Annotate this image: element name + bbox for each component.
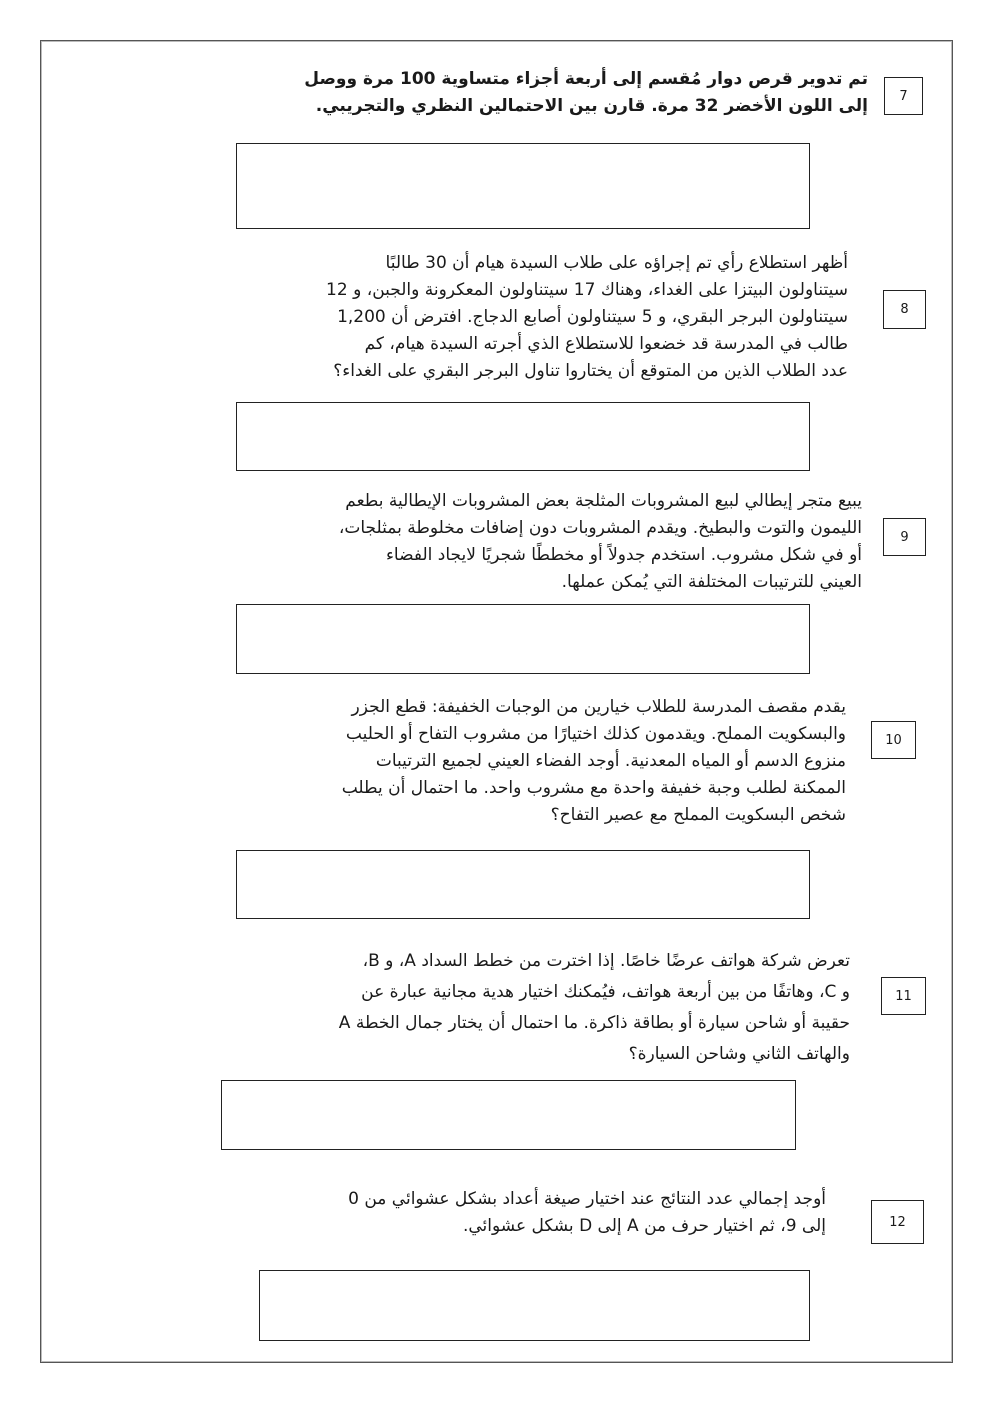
question-number-9: 9 (883, 518, 926, 556)
question-line: أوجد إجمالي عدد النتائج عند اختيار صيغة أعداد بشكل عشوائي من 0 (348, 1189, 826, 1209)
answer-box-8[interactable] (236, 402, 810, 471)
question-line: يقدم مقصف المدرسة للطلاب خيارين من الوجبات الخفيفة: قطع الجزر (351, 697, 846, 717)
question-line: سيتناولون البيتزا على الغداء، وهناك 17 سيتناولون المعكرونة والجبن، و 12 (326, 280, 848, 300)
question-line: و C، وهاتفًا من بين أربعة هواتف، فيُمكنك اختيار هدية مجانية عبارة عن (361, 982, 850, 1002)
question-line: شخص البسكويت المملح مع عصير التفاح؟ (550, 805, 846, 825)
question-line: إلى اللون الأخضر 32 مرة. قارن بين الاحتمالين النظري والتجريبي. (315, 96, 868, 116)
question-line: الممكنة لطلب وجبة خفيفة واحدة مع مشروب واحد. ما احتمال أن يطلب (341, 778, 846, 798)
question-line: والبسكويت المملح. ويقدمون كذلك اختيارًا من مشروب التفاح أو الحليب (345, 724, 846, 744)
question-line: تعرض شركة هواتف عرضًا خاصًا. إذا اخترت من خطط السداد A، و B، (362, 951, 850, 971)
question-line: حقيبة أو شاحن سيارة أو بطاقة ذاكرة. ما احتمال أن يختار جمال الخطة A (338, 1013, 850, 1033)
question-line: أو في شكل مشروب. استخدم جدولاً أو مخططًا شجريًا لايجاد الفضاء (385, 545, 862, 565)
question-number-12: 12 (871, 1200, 924, 1244)
answer-box-9[interactable] (236, 604, 810, 674)
question-line: والهاتف الثاني وشاحن السيارة؟ (628, 1044, 850, 1064)
question-line: سيتناولون البرجر البقري، و 5 سيتناولون أصابع الدجاج. افترض أن 1,200 (337, 307, 848, 327)
question-text-9 (339, 488, 862, 596)
question-line: أظهر استطلاع رأي تم إجراؤه على طلاب السيدة هيام أن 30 طالبًا (385, 253, 848, 273)
answer-box-12[interactable] (259, 1270, 810, 1341)
question-text-7 (304, 66, 868, 120)
question-line: إلى 9، ثم اختيار حرف من A إلى D بشكل عشوائي. (462, 1216, 826, 1236)
question-line: يبيع متجر إيطالي لبيع المشروبات المثلجة بعض المشروبات الإيطالية بطعم (345, 491, 862, 511)
question-line: عدد الطلاب الذين من المتوقع أن يختاروا تناول البرجر البقري على الغداء؟ (333, 361, 848, 381)
answer-box-7[interactable] (236, 143, 810, 229)
question-line: طالب في المدرسة قد خضعوا للاستطلاع الذي أجرته السيدة هيام، كم (364, 334, 848, 354)
question-text-8 (326, 250, 848, 385)
question-text-10 (342, 694, 846, 829)
question-line: تم تدوير قرص دوار مُقسم إلى أربعة أجزاء متساوية 100 مرة ووصل (304, 69, 868, 89)
question-line: العيني للترتيبات المختلفة التي يُمكن عملها. (561, 572, 862, 592)
question-line: منزوع الدسم أو المياه المعدنية. أوجد الفضاء العيني لجميع الترتيبات (375, 751, 846, 771)
answer-box-10[interactable] (236, 850, 810, 919)
question-text-11 (339, 946, 850, 1070)
question-number-10: 10 (871, 721, 916, 759)
question-number-11: 11 (881, 977, 926, 1015)
answer-box-11[interactable] (221, 1080, 796, 1150)
question-line: الليمون والتوت والبطيخ. ويقدم المشروبات دون إضافات مخلوطة بمثلجات، (338, 518, 862, 538)
question-number-7: 7 (884, 77, 923, 115)
question-text-12 (348, 1186, 826, 1240)
question-number-8: 8 (883, 290, 926, 329)
